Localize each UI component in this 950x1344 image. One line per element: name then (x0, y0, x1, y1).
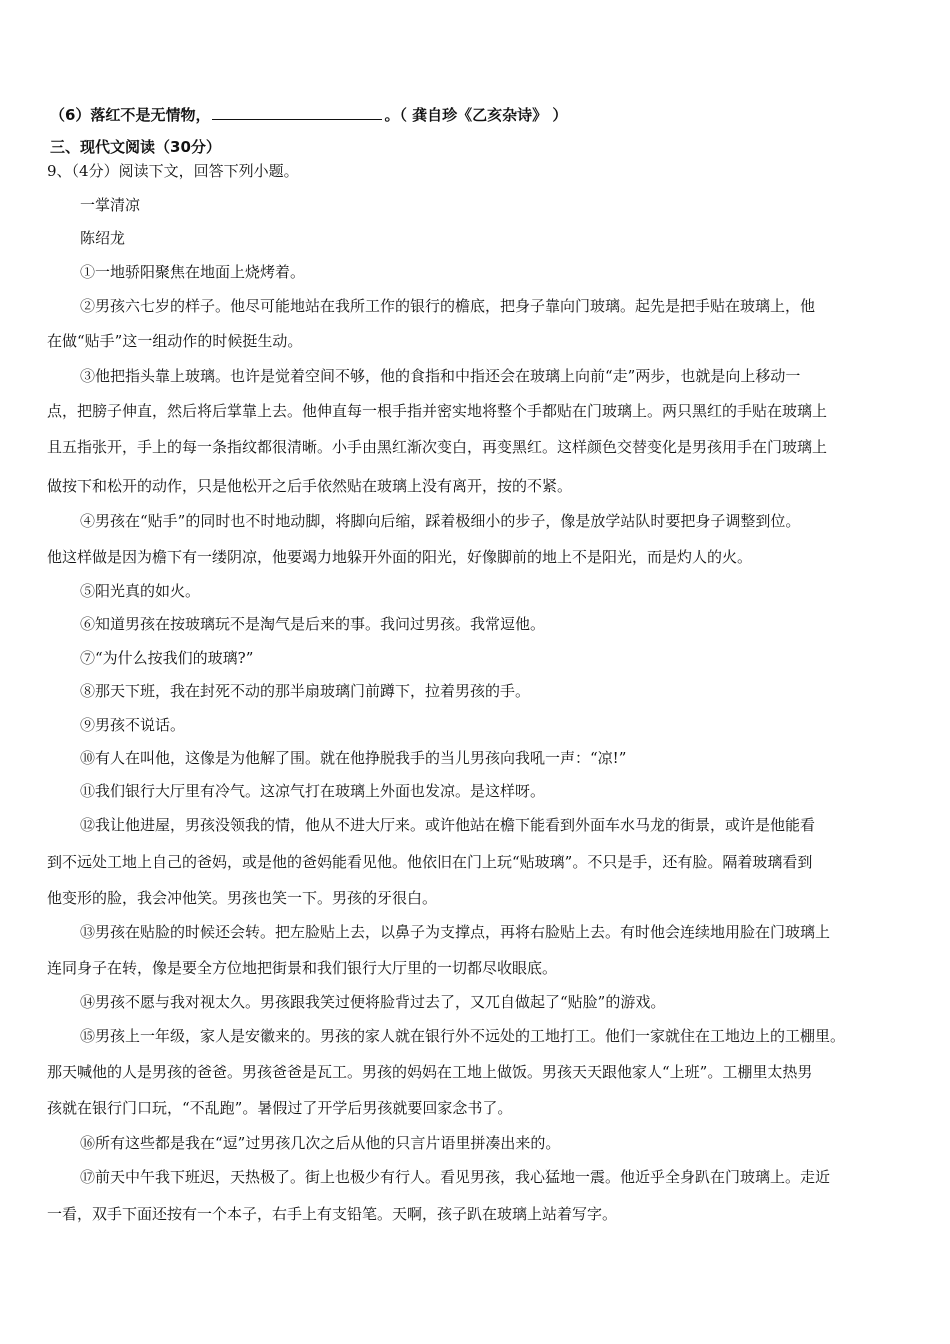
paragraph-line: ⑨男孩不说话。 (80, 716, 186, 734)
paragraph-line: 他这样做是因为檐下有一缕阴凉，他要竭力地躲开外面的阳光，好像脚前的地上不是阳光，而是灼人的火。 (47, 548, 753, 566)
paragraph-line: ⑬男孩在贴脸的时候还会转。把左脸贴上去，以鼻子为支撑点，再将右脸贴上去。有时他会连续地用脸在门玻璃上 (80, 923, 831, 941)
article-author: 陈绍龙 (80, 229, 126, 247)
paragraph-line: ⑤阳光真的如火。 (80, 582, 201, 600)
paragraph-line: 一看，双手下面还按有一个本子，右手上有支铅笔。天啊，孩子趴在玻璃上站着写字。 (47, 1205, 618, 1223)
paragraph-line: ⑫我让他进屋，男孩没领我的情，他从不进大厅来。或许他站在檐下能看到外面车水马龙的街景，或许是他能看 (80, 816, 816, 834)
section-heading: 三、现代文阅读（30分） (50, 138, 221, 156)
paragraph-line: ⑰前天中午我下班迟，天热极了。街上也极少有行人。看见男孩，我心猛地一震。他近乎全身趴在门玻璃上。走近 (80, 1168, 831, 1186)
paragraph-line: 他变形的脸，我会冲他笑。男孩也笑一下。男孩的牙很白。 (47, 889, 438, 907)
paragraph-line: ⑧那天下班，我在封死不动的那半扇玻璃门前蹲下，拉着男孩的手。 (80, 682, 531, 700)
paragraph-line: ③他把指头靠上玻璃。也许是觉着空间不够，他的食指和中指还会在玻璃上向前“走”两步，也就是向上移动一 (80, 367, 801, 385)
paragraph-line: ⑦“为什么按我们的玻璃?” (80, 649, 254, 667)
paragraph-line: ⑪我们银行大厅里有冷气。这凉气打在玻璃上外面也发凉。是这样呀。 (80, 782, 546, 800)
paragraph-line: ④男孩在“贴手”的同时也不时地动脚，将脚向后缩，踩着极细小的步子，像是放学站队时要把身子调整到位。 (80, 512, 801, 530)
paragraph-line: 在做“贴手”这一组动作的时候挺生动。 (47, 332, 303, 350)
paragraph-line: 点，把膀子伸直，然后将后掌靠上去。他伸直每一根手指并密实地将整个手都贴在门玻璃上。两只黑红的手贴在玻璃上 (47, 402, 828, 420)
paragraph-line: ⑩有人在叫他，这像是为他解了围。就在他挣脱我手的当儿男孩向我吼一声：“凉!” (80, 749, 627, 767)
answer-blank[interactable] (212, 104, 382, 120)
question-9-intro: 9、（4分）阅读下文，回答下列小题。 (47, 162, 299, 180)
question-6-prefix: （6）落红不是无情物， (50, 106, 211, 124)
paragraph-line: 孩就在银行门口玩，“不乱跑”。暑假过了开学后男孩就要回家念书了。 (47, 1099, 513, 1117)
question-6-suffix: 。（ 龚自珍《乙亥杂诗》 ） (384, 106, 568, 124)
paragraph-line: 连同身子在转，像是要全方位地把街景和我们银行大厅里的一切都尽收眼底。 (47, 959, 558, 977)
paragraph-line: ②男孩六七岁的样子。他尽可能地站在我所工作的银行的檐底，把身子靠向门玻璃。起先是把手贴在玻璃上，他 (80, 297, 816, 315)
paragraph-line: 到不远处工地上自己的爸妈，或是他的爸妈能看见他。他依旧在门上玩“贴玻璃”。不只是手，还有脸。隔着玻璃看到 (47, 853, 813, 871)
article-title: 一掌清凉 (80, 196, 141, 214)
paragraph-line: ⑥知道男孩在按玻璃玩不是淘气是后来的事。我问过男孩。我常逗他。 (80, 615, 546, 633)
question-6 (50, 104, 567, 125)
paragraph-line: 做按下和松开的动作，只是他松开之后手依然贴在玻璃上没有离开，按的不紧。 (47, 477, 573, 495)
paragraph-line: ⑭男孩不愿与我对视太久。男孩跟我笑过便将脸背过去了，又兀自做起了“贴脸”的游戏。 (80, 993, 666, 1011)
paragraph-line: 那天喊他的人是男孩的爸爸。男孩爸爸是瓦工。男孩的妈妈在工地上做饭。男孩天天跟他家人“上班”。工棚里太热男 (47, 1063, 813, 1081)
paragraph-line: ⑯所有这些都是我在“逗”过男孩几次之后从他的只言片语里拼凑出来的。 (80, 1134, 561, 1152)
paragraph-line: ⑮男孩上一年级，家人是安徽来的。男孩的家人就在银行外不远处的工地打工。他们一家就住在工地边上的工棚里。 (80, 1027, 846, 1045)
paragraph-line: ①一地骄阳聚焦在地面上烧烤着。 (80, 263, 306, 281)
paragraph-line: 且五指张开，手上的每一条指纹都很清晰。小手由黑红渐次变白，再变黑红。这样颜色交替变化是男孩用手在门玻璃上 (47, 438, 828, 456)
